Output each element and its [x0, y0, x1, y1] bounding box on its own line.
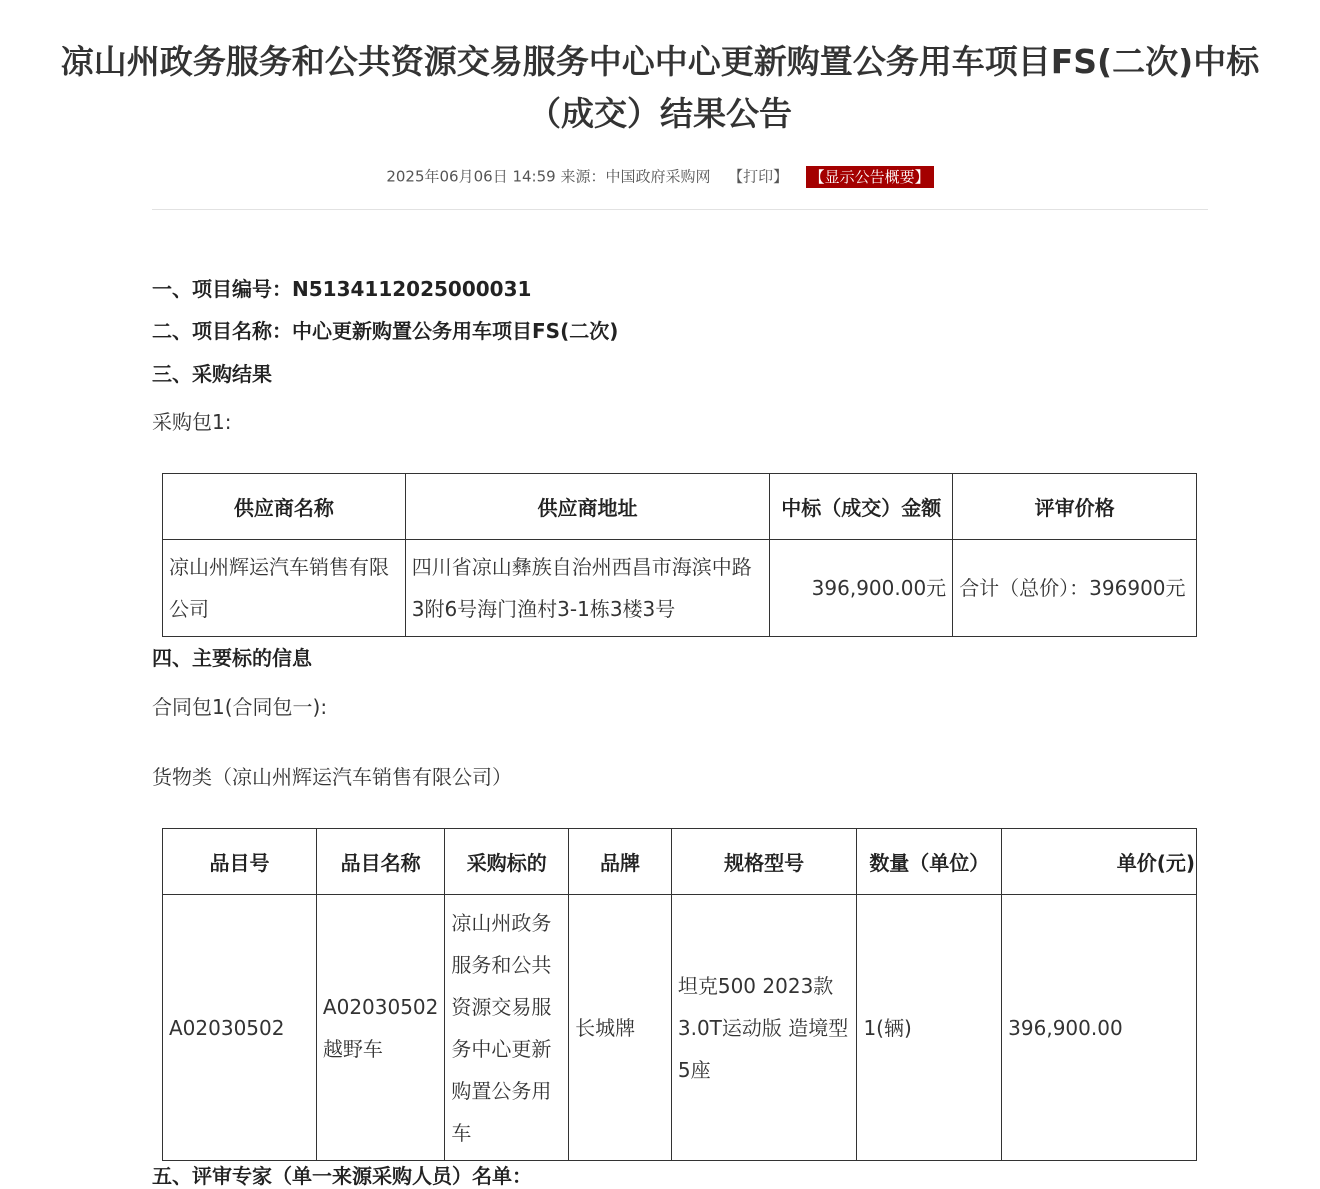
package-label: 采购包1:: [152, 410, 232, 434]
unit-price-cell: 396,900.00: [1002, 895, 1197, 1161]
header-supplier-address: 供应商地址: [405, 474, 770, 540]
header-procurement-target: 采购标的: [445, 829, 569, 895]
supplier-name-cell: 凉山州辉运汽车销售有限公司: [163, 540, 406, 637]
project-number-label: 一、项目编号：: [152, 277, 292, 301]
brand-cell: 长城牌: [569, 895, 672, 1161]
procurement-target-cell: 凉山州政务服务和公共资源交易服务中心更新购置公务用车: [445, 895, 569, 1161]
header-spec-model: 规格型号: [671, 829, 857, 895]
procurement-result-table: [162, 473, 1197, 637]
main-subject-table: [162, 828, 1197, 1161]
header-item-number: 品目号: [163, 829, 317, 895]
source-label: 来源：: [560, 167, 606, 186]
supplier-address-cell: 四川省凉山彝族自治州西昌市海滨中路3附6号海门渔村3-1栋3楼3号: [405, 540, 770, 637]
project-name-label: 二、项目名称：: [152, 319, 292, 343]
goods-category-label: 货物类（凉山州辉运汽车销售有限公司）: [152, 765, 512, 789]
page-title: [20, 36, 1300, 140]
header-unit-price: 单价(元): [1002, 829, 1197, 895]
table-row: [163, 895, 1197, 1161]
review-price-cell: 合计（总价）：396900元: [953, 540, 1197, 637]
show-summary-button[interactable]: 【显示公告概要】: [806, 166, 934, 188]
quantity-cell: 1(辆): [857, 895, 1002, 1161]
contract-package-label: 合同包1(合同包一):: [152, 695, 328, 719]
header-divider: [152, 209, 1208, 210]
source-name: 中国政府采购网: [605, 167, 711, 186]
section-project-name: [152, 317, 618, 345]
section-procurement-result: 三、采购结果: [152, 362, 272, 386]
table-header-row: [163, 474, 1197, 540]
table-row: [163, 540, 1197, 637]
header-item-name: 品目名称: [316, 829, 444, 895]
table-header-row: [163, 829, 1197, 895]
page-title-line2: （成交）结果公告: [528, 94, 792, 133]
item-name-cell: A02030502越野车: [316, 895, 444, 1161]
print-link[interactable]: 【打印】: [728, 167, 789, 186]
page-title-line1: 凉山州政务服务和公共资源交易服务中心中心更新购置公务用车项目FS(二次)中标: [60, 42, 1260, 81]
header-quantity: 数量（单位）: [857, 829, 1002, 895]
project-number-value: N5134112025000031: [292, 277, 532, 301]
header-review-price: 评审价格: [953, 474, 1197, 540]
item-number-cell: A02030502: [163, 895, 317, 1161]
section-main-subject: 四、主要标的信息: [152, 646, 312, 670]
article-meta: [0, 165, 1320, 188]
header-award-amount: 中标（成交）金额: [770, 474, 953, 540]
section-project-number: [152, 275, 531, 303]
header-brand: 品牌: [569, 829, 672, 895]
award-amount-cell: 396,900.00元: [770, 540, 953, 637]
project-name-value: 中心更新购置公务用车项目FS(二次): [292, 319, 619, 343]
section-review-experts-partial: 五、评审专家（单一来源采购人员）名单：: [152, 1164, 532, 1188]
publish-datetime: 2025年06月06日 14:59: [386, 167, 556, 186]
spec-model-cell: 坦克500 2023款 3.0T运动版 造境型 5座: [671, 895, 857, 1161]
header-supplier-name: 供应商名称: [163, 474, 406, 540]
